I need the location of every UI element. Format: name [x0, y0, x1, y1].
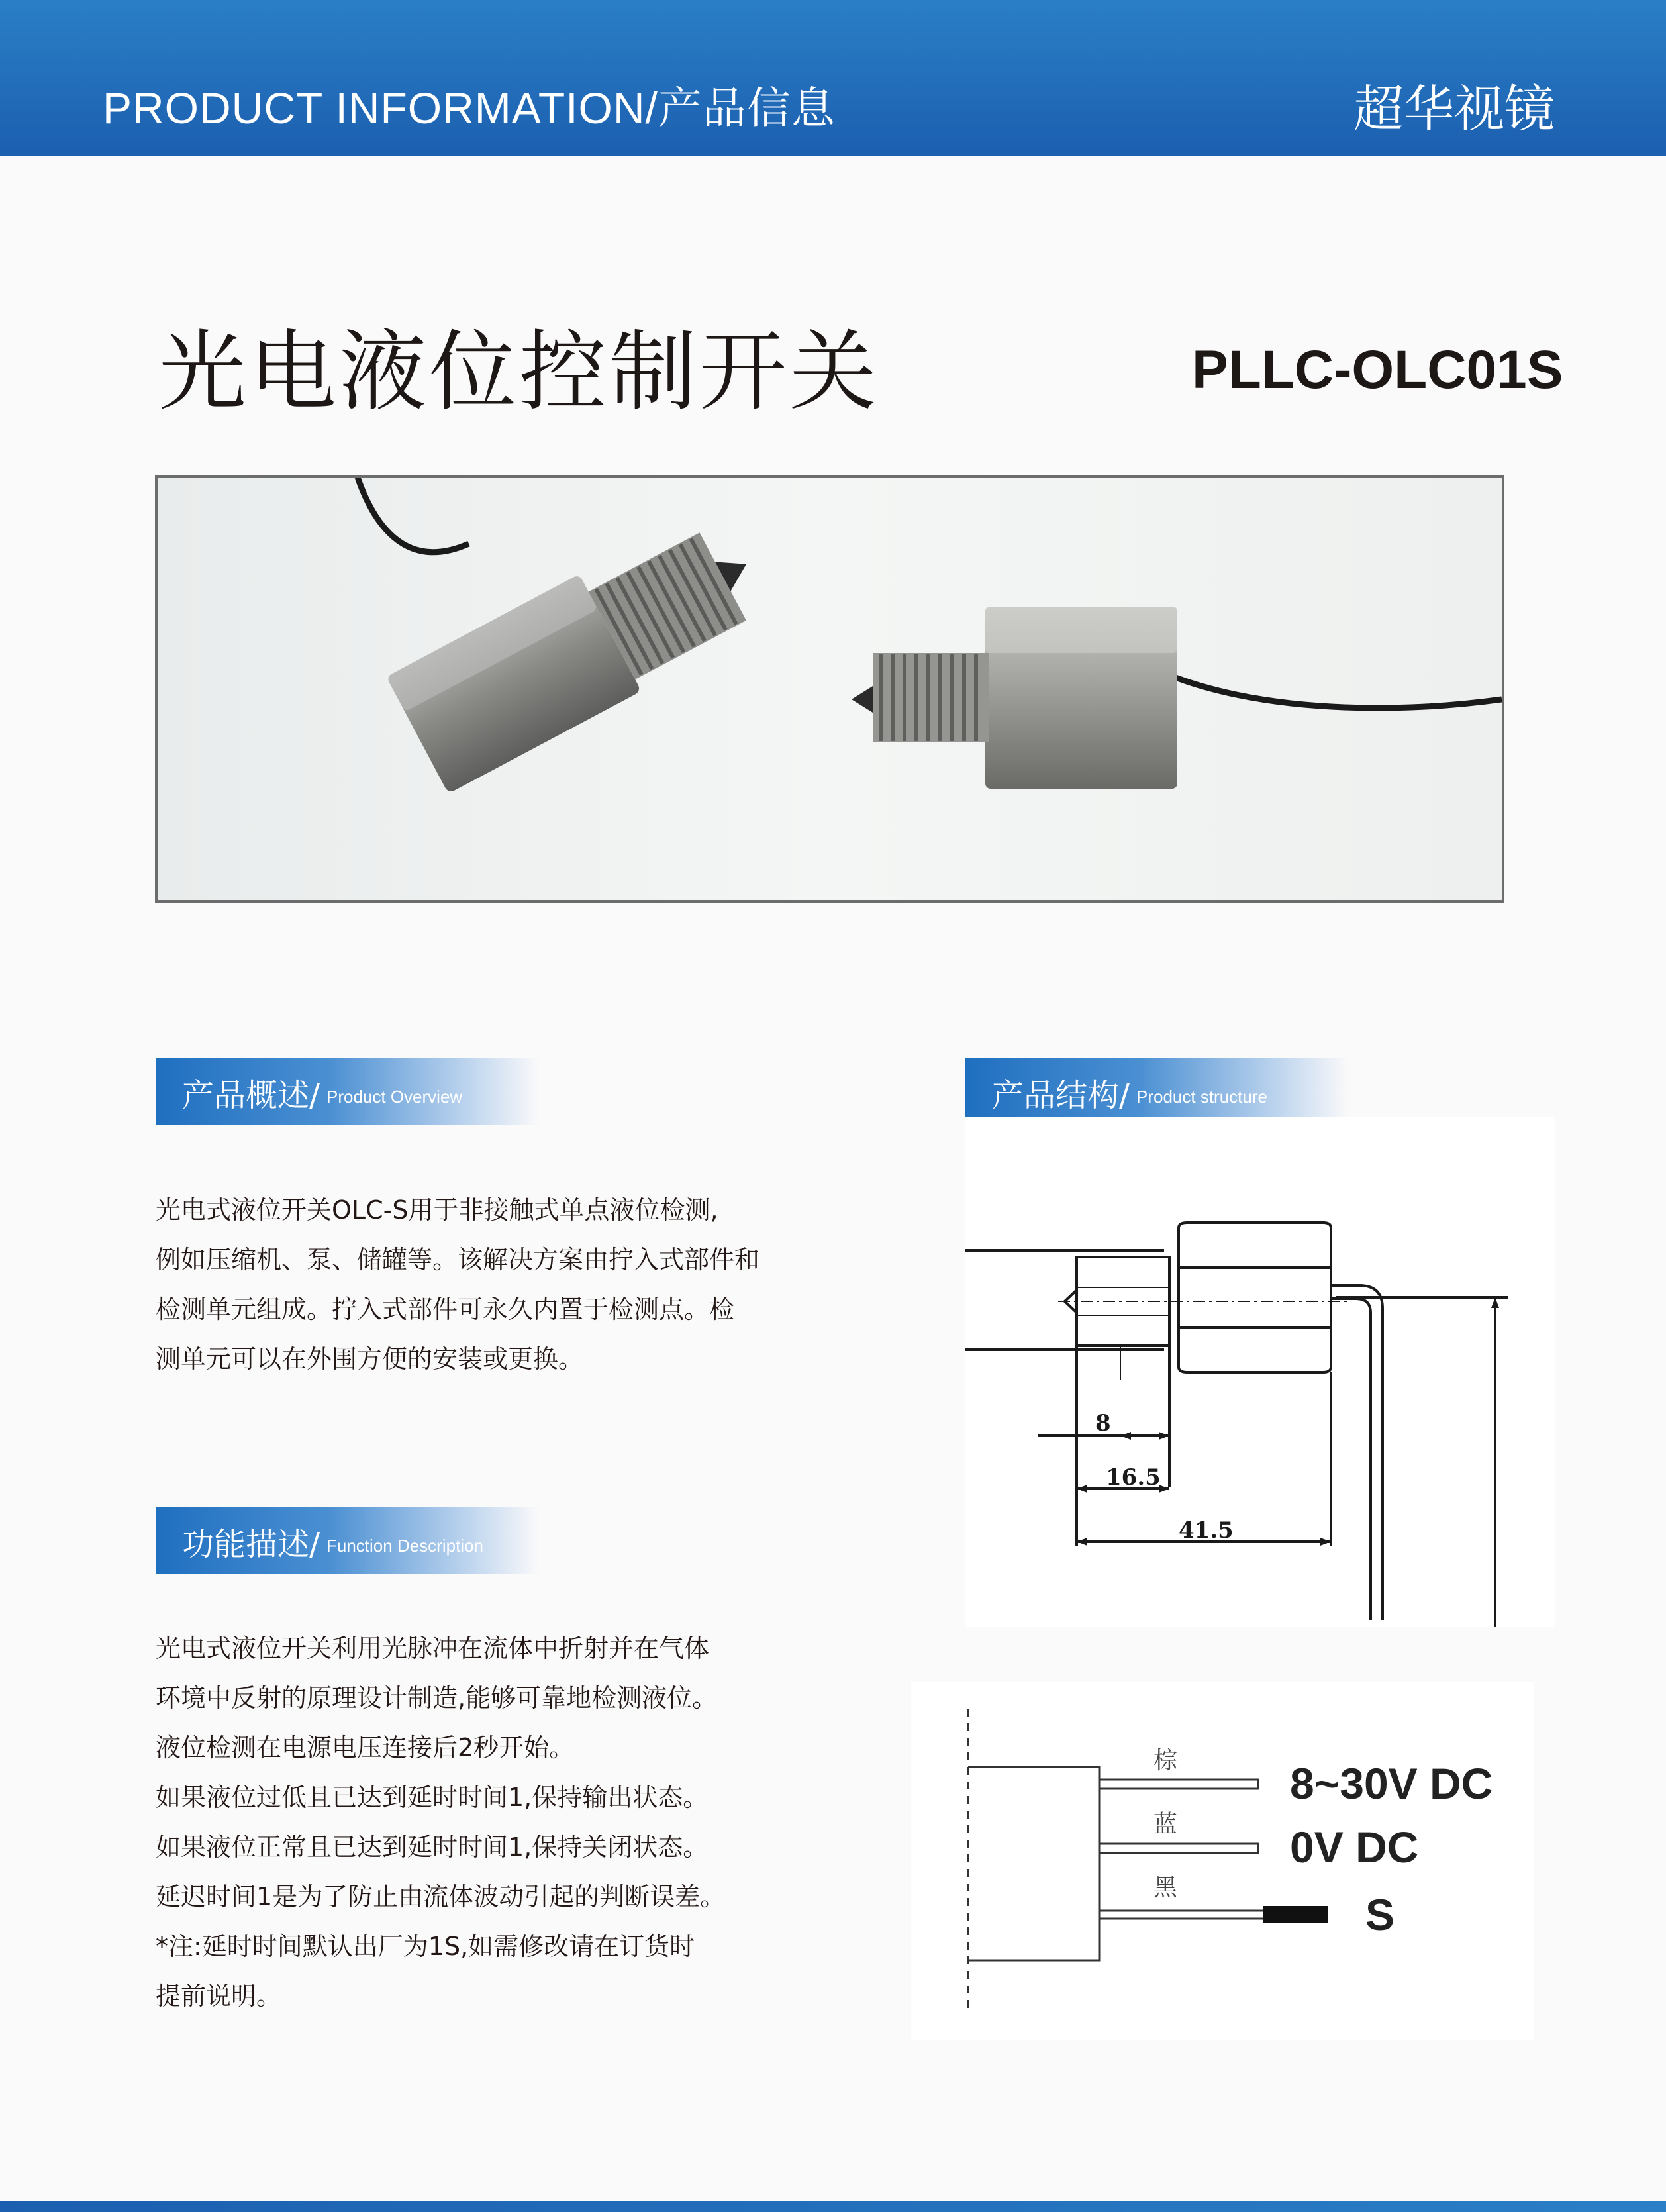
- dimension-label: 16.5: [1106, 1464, 1161, 1491]
- signal-wire-end: [1263, 1906, 1328, 1923]
- overview-line: 光电式液位开关OLC-S用于非接触式单点液位检测,: [156, 1195, 718, 1225]
- structure-heading-cn: 产品结构/: [992, 1077, 1130, 1114]
- function-line: 光电式液位开关利用光脉冲在流体中折射并在气体: [156, 1634, 710, 1663]
- wire-signal-label: S: [1365, 1890, 1395, 1939]
- function-line: 如果液位过低且已达到延时时间1,保持输出状态。: [156, 1783, 709, 1812]
- wire-signal-label: 0V DC: [1290, 1823, 1419, 1872]
- function-line: 如果液位正常且已达到延时时间1,保持关闭状态。: [156, 1833, 709, 1862]
- structure-drawing-svg: [965, 1117, 1555, 1627]
- function-text: [156, 1624, 791, 2021]
- overview-heading-en: Product Overview: [326, 1087, 463, 1107]
- wire-color-label: 棕: [1153, 1747, 1178, 1774]
- overview-line: 检测单元组成。拧入式部件可永久内置于检测点。检: [156, 1295, 735, 1324]
- footer-bar: [0, 2201, 1666, 2212]
- product-title: 光电液位控制开关: [159, 321, 879, 423]
- wire-color-label: 蓝: [1153, 1811, 1178, 1838]
- dimension-label: 41.5: [1179, 1517, 1234, 1544]
- wiring-diagram: [911, 1682, 1534, 2040]
- wiring-diagram-svg: [911, 1682, 1534, 2040]
- overview-heading-cn: 产品概述/: [182, 1077, 320, 1114]
- function-line: 延迟时间1是为了防止由流体波动引起的判断误差。: [156, 1882, 726, 1911]
- dimension-label: 8: [1095, 1410, 1111, 1436]
- overview-heading: [156, 1058, 540, 1125]
- page-header: [0, 0, 1666, 156]
- structure-drawing: [965, 1117, 1555, 1627]
- header-title: PRODUCT INFORMATION/产品信息: [103, 83, 836, 132]
- brand-name: 超华视镜: [1353, 79, 1555, 138]
- function-line: 液位检测在电源电压连接后2秒开始。: [156, 1733, 575, 1762]
- function-line: *注:延时时间默认出厂为1S,如需修改请在订货时: [156, 1932, 695, 1961]
- product-photo: [155, 475, 1504, 903]
- product-photo-illustration: [158, 478, 1502, 900]
- function-heading-en: Function Description: [326, 1536, 483, 1556]
- wire-signal-label: 8~30V DC: [1290, 1759, 1493, 1808]
- product-model: PLLC-OLC01S: [1192, 340, 1563, 400]
- function-heading-cn: 功能描述/: [182, 1526, 320, 1563]
- structure-heading: [965, 1058, 1349, 1125]
- function-line: 环境中反射的原理设计制造,能够可靠地检测液位。: [156, 1684, 718, 1713]
- wire-color-label: 黑: [1153, 1874, 1178, 1901]
- overview-text: [156, 1185, 791, 1384]
- function-heading: [156, 1507, 540, 1574]
- function-line: 提前说明。: [156, 1982, 282, 2011]
- structure-heading-en: Product structure: [1136, 1087, 1267, 1107]
- overview-line: 例如压缩机、泵、储罐等。该解决方案由拧入式部件和: [156, 1245, 760, 1274]
- overview-line: 测单元可以在外围方便的安装或更换。: [156, 1344, 584, 1374]
